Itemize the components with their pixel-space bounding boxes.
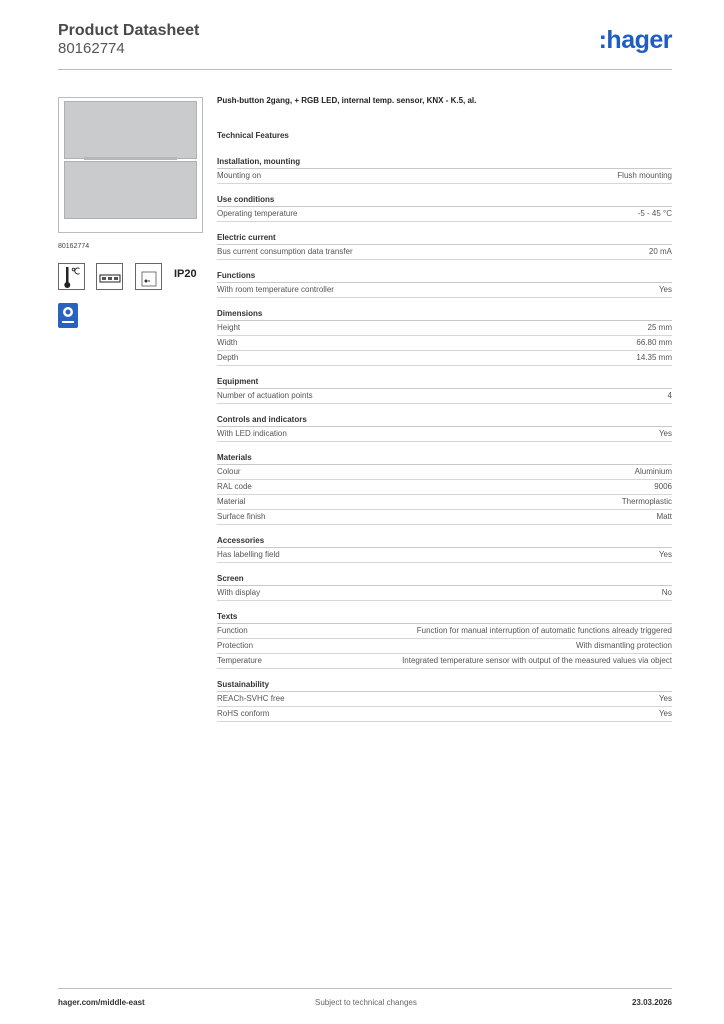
spec-label: With LED indication xyxy=(217,429,287,438)
spec-label: Bus current consumption data transfer xyxy=(217,247,353,256)
page-footer xyxy=(58,988,672,1007)
spec-section-title: Electric current xyxy=(217,232,672,245)
document-date: 23.03.2026 xyxy=(631,998,672,1007)
spec-label: Material xyxy=(217,497,246,506)
spec-label: Number of actuation points xyxy=(217,391,313,400)
knx-module-icon xyxy=(96,263,123,290)
spec-value: Yes xyxy=(658,285,672,294)
spec-label: Function xyxy=(217,626,248,635)
rocker-seam xyxy=(84,157,177,160)
spec-section-title: Equipment xyxy=(217,376,672,389)
spec-row xyxy=(217,169,672,184)
spec-section xyxy=(217,573,672,601)
spec-section xyxy=(217,452,672,525)
spec-section xyxy=(217,376,672,404)
spec-section-title: Use conditions xyxy=(217,194,672,207)
spec-label: With display xyxy=(217,588,261,597)
spec-section xyxy=(217,414,672,442)
spec-row xyxy=(217,351,672,366)
spec-row xyxy=(217,245,672,260)
spec-value: Thermoplastic xyxy=(621,497,672,506)
spec-row xyxy=(217,639,672,654)
disclaimer: Subject to technical changes xyxy=(315,998,417,1007)
spec-row xyxy=(217,548,672,563)
spec-section xyxy=(217,611,672,669)
spec-section-title: Screen xyxy=(217,573,672,586)
spec-value: 14.35 mm xyxy=(636,353,672,362)
spec-section-title: Controls and indicators xyxy=(217,414,672,427)
spec-row xyxy=(217,389,672,404)
spec-label: Surface finish xyxy=(217,512,266,521)
spec-value: Aluminium xyxy=(634,467,672,476)
spec-row xyxy=(217,586,672,601)
spec-row xyxy=(217,624,672,639)
spec-row xyxy=(217,654,672,669)
spec-row xyxy=(217,427,672,442)
technical-features-table xyxy=(217,156,672,732)
spec-value: Integrated temperature sensor with output of the measured values via object xyxy=(402,656,672,665)
spec-row xyxy=(217,510,672,525)
product-image xyxy=(58,97,203,233)
spec-section-title: Installation, mounting xyxy=(217,156,672,169)
spec-row xyxy=(217,465,672,480)
spec-value: 9006 xyxy=(654,482,672,491)
spec-label: Protection xyxy=(217,641,254,650)
spec-value: 20 mA xyxy=(648,247,672,256)
spec-label: REACh-SVHC free xyxy=(217,694,285,703)
spec-value: 25 mm xyxy=(647,323,672,332)
technical-features-title: Technical Features xyxy=(217,131,289,140)
spec-section xyxy=(217,308,672,366)
spec-section xyxy=(217,156,672,184)
spec-row xyxy=(217,207,672,222)
spec-label: Colour xyxy=(217,467,241,476)
spec-label: Temperature xyxy=(217,656,262,665)
spec-section xyxy=(217,232,672,260)
spec-value: Yes xyxy=(658,709,672,718)
spec-value: Matt xyxy=(656,512,672,521)
spec-section-title: Accessories xyxy=(217,535,672,548)
spec-section xyxy=(217,270,672,298)
spec-row xyxy=(217,336,672,351)
spec-section-title: Materials xyxy=(217,452,672,465)
spec-value: No xyxy=(661,588,672,597)
spec-value: Yes xyxy=(658,694,672,703)
spec-section-title: Sustainability xyxy=(217,679,672,692)
spec-value: 66.80 mm xyxy=(636,338,672,347)
spec-label: Height xyxy=(217,323,241,332)
product-number: 80162774 xyxy=(58,40,125,57)
spec-label: With room temperature controller xyxy=(217,285,334,294)
spec-value: Flush mounting xyxy=(617,171,672,180)
spec-label: Has labelling field xyxy=(217,550,280,559)
spec-label: Mounting on xyxy=(217,171,262,180)
spec-label: RAL code xyxy=(217,482,252,491)
sensor-icon xyxy=(135,263,162,290)
image-caption: 80162774 xyxy=(58,243,90,250)
spec-section-title: Functions xyxy=(217,270,672,283)
website-link[interactable]: hager.com/middle-east xyxy=(58,998,145,1007)
spec-value: -5 - 45 °C xyxy=(637,209,672,218)
spec-label: RoHS conform xyxy=(217,709,270,718)
lower-rocker xyxy=(64,161,197,219)
upper-rocker xyxy=(64,101,197,159)
spec-value: Yes xyxy=(658,429,672,438)
pictogram-row xyxy=(58,263,203,291)
hager-logo: :hager xyxy=(598,26,672,54)
temperature-icon xyxy=(58,263,85,290)
page-header xyxy=(58,22,672,70)
spec-section-title: Texts xyxy=(217,611,672,624)
spec-value: Yes xyxy=(658,550,672,559)
spec-label: Depth xyxy=(217,353,239,362)
spec-label: Operating temperature xyxy=(217,209,298,218)
document-title: Product Datasheet xyxy=(58,22,200,39)
spec-section-title: Dimensions xyxy=(217,308,672,321)
spec-row xyxy=(217,480,672,495)
ip-rating: IP20 xyxy=(174,268,197,280)
spec-label: Width xyxy=(217,338,238,347)
spec-value: With dismantling protection xyxy=(575,641,672,650)
spec-section xyxy=(217,194,672,222)
product-name: Push-button 2gang, + RGB LED, internal temp. sensor, KNX - K.5, al. xyxy=(217,96,477,105)
spec-value: Function for manual interruption of automatic functions already triggered xyxy=(416,626,672,635)
spec-row xyxy=(217,283,672,298)
spec-row xyxy=(217,692,672,707)
spec-section xyxy=(217,535,672,563)
spec-row xyxy=(217,707,672,722)
spec-section xyxy=(217,679,672,722)
spec-row xyxy=(217,495,672,510)
epd-badge-icon xyxy=(58,303,78,328)
spec-row xyxy=(217,321,672,336)
spec-value: 4 xyxy=(667,391,672,400)
